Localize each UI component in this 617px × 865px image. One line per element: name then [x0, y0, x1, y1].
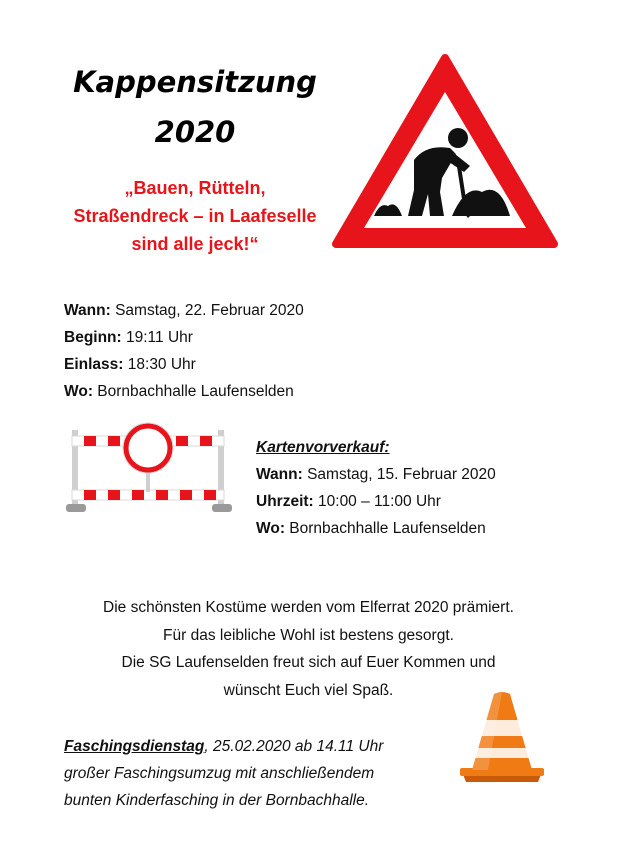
event-value: Bornbachhalle Laufenselden: [97, 383, 294, 400]
event-value: Samstag, 22. Februar 2020: [115, 302, 304, 319]
event-row: [64, 297, 304, 324]
road-barrier-icon: [64, 420, 234, 516]
fasching-line-3: bunten Kinderfasching in der Bornbachhalle.: [64, 792, 370, 809]
motto-line-2: Straßendreck – in Laafeselle: [73, 206, 317, 226]
fasching-date: , 25.02.2020 ab 14.11 Uhr: [204, 738, 384, 755]
fasching-heading: Faschingsdienstag: [64, 738, 205, 755]
presale-heading: Kartenvorverkauf:: [256, 439, 390, 456]
announcement-line: Für das leibliche Wohl ist bestens gesorgt.: [163, 626, 454, 644]
event-row: [64, 351, 304, 378]
presale-row: [256, 515, 496, 542]
motto-line-3: sind alle jeck!“: [131, 234, 259, 254]
fasching-line-2: großer Faschingsumzug mit anschließendem: [64, 765, 375, 782]
motto-line-1: „Bauen, Rütteln,: [124, 178, 266, 198]
event-info: [64, 297, 304, 405]
traffic-cone-icon: [458, 690, 546, 786]
presale-value: Samstag, 15. Februar 2020: [307, 466, 496, 483]
announcement: [20, 594, 597, 704]
fasching-line-1: [64, 733, 444, 760]
roadworks-warning-sign-icon: [330, 52, 560, 250]
presale-label: Wann:: [256, 466, 303, 483]
presale-info: [256, 434, 496, 542]
event-label: Beginn:: [64, 329, 122, 346]
fasching-info: [64, 733, 444, 814]
announcement-line: Die SG Laufenselden freut sich auf Euer Kommen und: [121, 654, 496, 671]
event-value: 19:11 Uhr: [126, 329, 193, 346]
announcement-line: wünscht Euch viel Spaß.: [223, 681, 394, 699]
presale-row: [256, 461, 496, 488]
presale-row: [256, 488, 496, 515]
announcement-line: Die schönsten Kostüme werden vom Elferrat 2020 prämiert.: [103, 599, 514, 616]
event-label: Einlass:: [64, 356, 124, 373]
presale-value: Bornbachhalle Laufenselden: [289, 520, 486, 537]
presale-label: Wo:: [256, 520, 285, 537]
event-label: Wann:: [64, 302, 111, 319]
event-label: Wo:: [64, 383, 93, 400]
event-value: 18:30 Uhr: [127, 356, 196, 373]
title-line-2: 2020: [154, 115, 236, 149]
event-row: [64, 378, 304, 405]
title-line-1: Kappensitzung: [73, 65, 317, 99]
presale-label: Uhrzeit:: [256, 493, 314, 510]
presale-value: 10:00 – 11:00 Uhr: [318, 493, 441, 510]
event-row: [64, 324, 304, 351]
